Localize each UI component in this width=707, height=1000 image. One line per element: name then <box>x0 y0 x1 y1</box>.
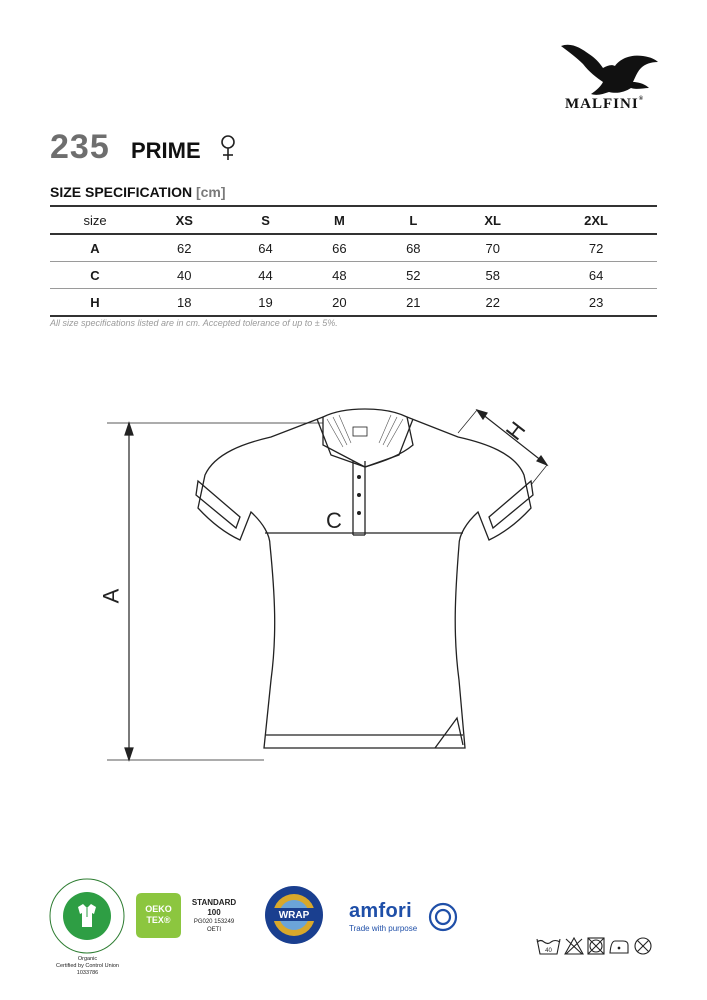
table-cell: 20 <box>302 289 376 317</box>
eagle-icon <box>559 38 659 96</box>
svg-text:TEX®: TEX® <box>146 915 171 925</box>
row-label-h: H <box>50 289 140 317</box>
header-2xl: 2XL <box>535 206 657 234</box>
registered-mark: ® <box>638 96 645 102</box>
svg-text:OEKO: OEKO <box>145 904 172 914</box>
polo-outline <box>196 409 533 748</box>
spec-unit: [cm] <box>195 184 226 200</box>
label-c: C <box>326 508 342 533</box>
neck-label <box>353 427 367 436</box>
polo-shirt-diagram <box>95 395 565 775</box>
table-cell: 19 <box>229 289 303 317</box>
dimension-line-a <box>107 423 323 760</box>
table-cell: 48 <box>302 262 376 289</box>
table-cell: 52 <box>376 262 450 289</box>
table-cell: 22 <box>450 289 535 317</box>
header-xl: XL <box>450 206 535 234</box>
oeko-tex-standard <box>190 898 238 934</box>
size-table <box>50 205 657 317</box>
table-cell: 44 <box>229 262 303 289</box>
oeko-tex-logo <box>136 893 181 938</box>
label-a: A <box>98 588 124 604</box>
header-s: S <box>229 206 303 234</box>
table-row <box>50 289 657 317</box>
table-cell: 21 <box>376 289 450 317</box>
malfini-logo <box>555 38 665 118</box>
table-cell: 64 <box>535 262 657 289</box>
header-l: L <box>376 206 450 234</box>
product-name: PRIME <box>131 138 201 163</box>
amfori-logo <box>349 900 417 933</box>
female-gender-icon <box>218 133 238 163</box>
row-label-c: C <box>50 262 140 289</box>
spec-title <box>50 184 226 200</box>
table-row <box>50 262 657 289</box>
product-code: 235 <box>50 128 110 166</box>
brand-name: MALFINI <box>565 96 639 112</box>
table-cell: 72 <box>535 234 657 262</box>
gots-caption-line3: 1033786 <box>76 970 99 976</box>
tolerance-note: All size specifications listed are in cm. Accepted tolerance of up to ± 5%. <box>50 318 338 328</box>
amfori-spiral-icon <box>428 902 458 932</box>
spec-title-text: SIZE SPECIFICATION <box>50 184 193 200</box>
table-cell: 18 <box>140 289 229 317</box>
gots-logo <box>48 877 126 955</box>
care-symbols <box>535 933 660 957</box>
row-label-a: A <box>50 234 140 262</box>
table-cell: 40 <box>140 262 229 289</box>
amfori-tagline: Trade with purpose <box>349 924 418 933</box>
placket-buttons <box>357 475 361 515</box>
oeko-id1: PG020 153249 <box>193 919 235 925</box>
wrap-logo <box>264 884 324 946</box>
label-h: H <box>500 416 531 445</box>
table-row <box>50 234 657 262</box>
header-size: size <box>50 206 140 234</box>
oeko-standard-label: STANDARD <box>191 898 237 907</box>
table-cell: 58 <box>450 262 535 289</box>
dimension-line-h <box>458 410 547 485</box>
table-cell: 62 <box>140 234 229 262</box>
wash-temp-label: 40 <box>545 948 552 954</box>
collar-ribbing <box>327 415 403 447</box>
gots-caption-line1: Organic <box>77 956 98 962</box>
oeko-id2: OETI <box>206 927 221 933</box>
size-table-header <box>50 206 657 234</box>
gots-caption <box>40 956 135 977</box>
table-cell: 64 <box>229 234 303 262</box>
svg-text:WRAP: WRAP <box>278 910 310 921</box>
table-cell: 23 <box>535 289 657 317</box>
table-cell: 70 <box>450 234 535 262</box>
header-xs: XS <box>140 206 229 234</box>
gots-caption-line2: Certified by Control Union <box>56 963 119 969</box>
amfori-wordmark: amfori <box>349 900 412 922</box>
header-m: M <box>302 206 376 234</box>
table-cell: 68 <box>376 234 450 262</box>
table-cell: 66 <box>302 234 376 262</box>
oeko-standard-number: 100 <box>207 908 221 917</box>
